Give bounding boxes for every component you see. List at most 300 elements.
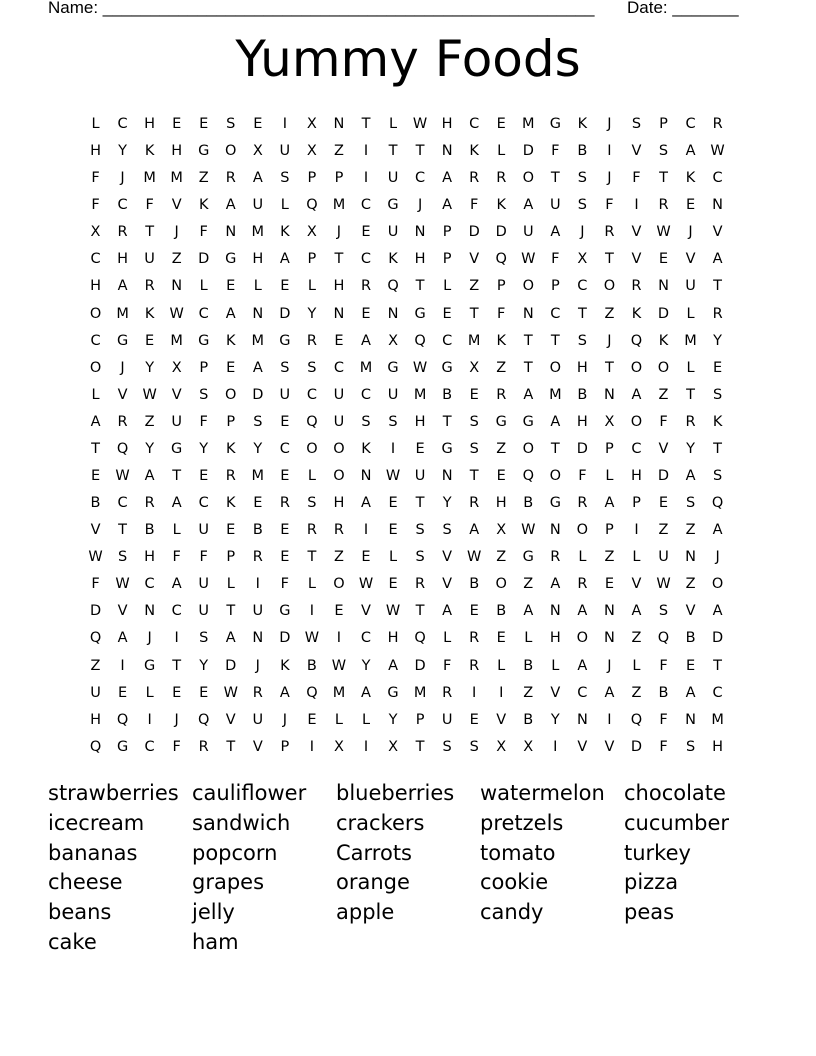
- grid-letter: M: [332, 684, 346, 701]
- grid-letter: C: [306, 386, 317, 403]
- grid-letter: Y: [199, 440, 209, 457]
- grid-letter: X: [469, 359, 480, 376]
- grid-letter: E: [334, 603, 344, 620]
- grid-letter: T: [118, 522, 127, 539]
- grid-letter: W: [358, 576, 374, 593]
- grid-letter: T: [577, 305, 587, 322]
- grid-letter: C: [631, 440, 642, 457]
- grid-letter: R: [442, 684, 453, 701]
- grid-letter: N: [333, 116, 345, 132]
- grid-letter: R: [685, 413, 696, 430]
- grid-letter: R: [712, 116, 723, 132]
- grid-letter: X: [306, 143, 317, 160]
- word-bank-item: grapes: [192, 870, 265, 895]
- grid-letter: I: [309, 603, 315, 620]
- grid-letter: A: [442, 170, 453, 187]
- grid-letter: L: [497, 143, 506, 160]
- grid-letter: A: [442, 603, 453, 620]
- grid-letter: R: [712, 305, 723, 322]
- grid-letter: K: [496, 332, 506, 349]
- grid-letter: M: [359, 359, 373, 376]
- grid-letter: A: [225, 197, 236, 214]
- grid-letter: T: [550, 332, 560, 349]
- grid-letter: E: [253, 495, 263, 512]
- grid-letter: Y: [442, 495, 452, 512]
- grid-letter: V: [658, 440, 669, 457]
- grid-letter: L: [91, 386, 100, 403]
- grid-letter: E: [685, 657, 696, 674]
- grid-letter: L: [524, 630, 533, 647]
- grid-letter: B: [577, 143, 588, 160]
- grid-letter: S: [577, 197, 587, 214]
- grid-letter: T: [172, 468, 182, 485]
- grid-letter: O: [522, 170, 534, 187]
- grid-letter: Z: [685, 522, 696, 539]
- grid-letter: N: [441, 468, 453, 485]
- grid-letter: L: [307, 468, 316, 485]
- grid-letter: H: [712, 738, 724, 755]
- grid-letter: Z: [496, 440, 507, 457]
- word-bank-item: watermelon: [480, 781, 605, 805]
- grid-letter: Q: [89, 630, 102, 647]
- word-bank-item: turkey: [624, 840, 691, 865]
- grid-letter: T: [442, 413, 452, 430]
- grid-letter: C: [360, 197, 372, 214]
- grid-letter: B: [523, 495, 534, 512]
- word-bank-item: Carrots: [336, 840, 412, 865]
- grid-letter: C: [685, 116, 696, 132]
- grid-letter: O: [630, 413, 643, 430]
- grid-letter: P: [550, 278, 560, 295]
- grid-letter: K: [280, 224, 290, 241]
- grid-letter: A: [252, 359, 263, 376]
- grid-letter: K: [226, 332, 236, 349]
- grid-letter: T: [334, 251, 344, 268]
- grid-letter: S: [415, 522, 425, 539]
- grid-letter: U: [171, 413, 182, 430]
- grid-letter: T: [415, 738, 425, 755]
- grid-letter: Q: [116, 711, 129, 728]
- word-bank-item: apple: [336, 900, 395, 925]
- grid-letter: S: [685, 738, 696, 755]
- grid-letter: C: [469, 116, 480, 132]
- grid-letter: O: [549, 468, 562, 485]
- grid-letter: U: [198, 603, 210, 620]
- grid-letter: I: [363, 143, 369, 160]
- grid-letter: P: [659, 116, 668, 132]
- grid-letter: N: [441, 143, 453, 160]
- grid-letter: T: [469, 468, 479, 485]
- grid-letter: X: [388, 738, 398, 755]
- grid-letter: T: [469, 305, 479, 322]
- grid-letter: D: [630, 738, 643, 755]
- grid-letter: U: [252, 197, 264, 214]
- grid-letter: J: [336, 224, 342, 241]
- grid-letter: H: [90, 143, 101, 160]
- grid-letter: A: [604, 684, 615, 701]
- grid-letter: I: [634, 522, 639, 539]
- grid-letter: I: [607, 143, 612, 160]
- grid-letter: F: [145, 197, 154, 214]
- grid-letter: Q: [306, 684, 318, 701]
- word-bank-item: ham: [192, 929, 239, 954]
- grid-letter: M: [467, 332, 481, 349]
- grid-letter: C: [442, 332, 453, 349]
- grid-letter: Z: [631, 684, 642, 701]
- grid-letter: Q: [116, 440, 129, 457]
- grid-letter: C: [360, 251, 372, 268]
- grid-letter: C: [550, 305, 561, 322]
- grid-letter: I: [309, 738, 315, 755]
- grid-letter: P: [280, 738, 290, 755]
- grid-letter: S: [307, 359, 317, 376]
- grid-letter: X: [306, 116, 317, 132]
- grid-letter: G: [441, 440, 453, 457]
- grid-letter: G: [225, 251, 237, 268]
- grid-letter: R: [198, 738, 209, 755]
- word-bank-item: pizza: [624, 870, 679, 895]
- grid-letter: E: [172, 116, 182, 132]
- grid-letter: J: [607, 116, 612, 132]
- grid-letter: A: [712, 603, 723, 620]
- grid-letter: M: [522, 116, 535, 132]
- grid-letter: V: [117, 386, 128, 403]
- grid-letter: L: [443, 278, 452, 295]
- grid-letter: E: [280, 468, 290, 485]
- grid-letter: Q: [630, 711, 643, 728]
- grid-letter: S: [280, 359, 290, 376]
- grid-letter: C: [198, 305, 209, 322]
- grid-letter: T: [388, 143, 398, 160]
- grid-letter: E: [361, 305, 371, 322]
- grid-letter: U: [333, 386, 345, 403]
- grid-letter: E: [604, 576, 614, 593]
- word-bank-item: strawberries: [48, 781, 179, 805]
- grid-letter: Z: [685, 576, 696, 593]
- grid-letter: D: [522, 143, 534, 160]
- grid-letter: B: [306, 657, 317, 674]
- grid-letter: A: [252, 170, 263, 187]
- grid-letter: J: [174, 711, 179, 728]
- grid-letter: T: [415, 603, 425, 620]
- grid-letter: S: [199, 386, 209, 403]
- word-bank-item: sandwich: [192, 810, 291, 835]
- grid-letter: G: [387, 359, 399, 376]
- grid-letter: Z: [658, 386, 669, 403]
- grid-letter: E: [388, 576, 398, 593]
- grid-letter: O: [89, 305, 102, 322]
- grid-letter: Y: [253, 440, 263, 457]
- grid-letter: S: [685, 495, 696, 512]
- grid-letter: T: [550, 440, 560, 457]
- grid-letter: S: [280, 170, 290, 187]
- grid-letter: K: [577, 116, 588, 132]
- grid-letter: A: [361, 684, 371, 701]
- grid-letter: H: [90, 278, 101, 295]
- grid-letter: Z: [496, 359, 507, 376]
- grid-letter: S: [361, 413, 371, 430]
- grid-letter: J: [120, 359, 125, 376]
- grid-letter: T: [523, 359, 533, 376]
- grid-letter: K: [388, 251, 398, 268]
- grid-letter: L: [280, 197, 289, 214]
- grid-letter: R: [469, 657, 480, 674]
- grid-letter: F: [199, 549, 208, 566]
- word-bank-item: pretzels: [480, 810, 564, 835]
- word-bank-item: cake: [48, 929, 97, 954]
- grid-letter: L: [253, 278, 262, 295]
- grid-letter: O: [225, 143, 237, 160]
- grid-letter: Z: [631, 630, 642, 647]
- grid-letter: W: [169, 305, 184, 322]
- grid-letter: X: [496, 738, 507, 755]
- grid-letter: E: [442, 305, 452, 322]
- grid-letter: J: [607, 332, 612, 349]
- grid-letter: W: [412, 116, 428, 132]
- grid-letter: E: [253, 116, 263, 132]
- word-bank: [48, 779, 768, 958]
- grid-letter: B: [577, 386, 588, 403]
- grid-letter: P: [226, 413, 236, 430]
- grid-letter: T: [226, 738, 236, 755]
- grid-letter: A: [523, 197, 534, 214]
- grid-letter: G: [198, 143, 210, 160]
- grid-letter: G: [522, 549, 534, 566]
- grid-letter: U: [279, 143, 291, 160]
- grid-letter: D: [198, 251, 210, 268]
- grid-letter: H: [117, 251, 129, 268]
- grid-letter: A: [442, 197, 453, 214]
- grid-letter: H: [387, 630, 399, 647]
- grid-letter: P: [307, 170, 317, 187]
- grid-letter: C: [171, 603, 182, 620]
- grid-letter: G: [143, 657, 156, 674]
- grid-letter: R: [252, 684, 263, 701]
- grid-letter: M: [413, 386, 427, 403]
- grid-letter: W: [521, 522, 536, 539]
- grid-letter: K: [144, 305, 155, 322]
- grid-letter: B: [685, 630, 696, 647]
- grid-letter: I: [282, 116, 287, 132]
- grid-letter: Z: [333, 143, 344, 160]
- word-bank-item: candy: [480, 900, 544, 925]
- grid-letter: L: [388, 116, 398, 132]
- grid-letter: P: [199, 359, 209, 376]
- grid-letter: B: [442, 386, 453, 403]
- grid-letter: U: [658, 549, 669, 566]
- grid-letter: S: [199, 630, 209, 647]
- grid-letter: D: [468, 224, 480, 241]
- grid-letter: E: [226, 359, 236, 376]
- grid-letter: F: [659, 711, 668, 728]
- grid-letter: R: [360, 278, 372, 295]
- grid-letter: L: [334, 711, 343, 728]
- grid-letter: K: [226, 495, 236, 512]
- word-bank-item: blueberries: [336, 781, 455, 805]
- grid-letter: K: [469, 143, 479, 160]
- grid-letter: J: [255, 657, 260, 674]
- grid-letter: V: [631, 576, 642, 593]
- grid-letter: H: [576, 359, 588, 376]
- grid-letter: M: [170, 170, 183, 187]
- grid-letter: V: [171, 197, 182, 214]
- grid-letter: B: [90, 495, 101, 512]
- grid-letter: Q: [387, 278, 399, 295]
- grid-letter: B: [496, 603, 507, 620]
- grid-letter: E: [199, 468, 209, 485]
- grid-letter: M: [549, 386, 562, 403]
- grid-letter: M: [170, 332, 183, 349]
- grid-letter: N: [658, 278, 669, 295]
- grid-letter: Y: [118, 143, 127, 160]
- grid-letter: G: [387, 197, 399, 214]
- grid-letter: N: [549, 522, 561, 539]
- grid-letter: E: [469, 386, 479, 403]
- grid-letter: T: [415, 495, 425, 512]
- grid-letter: A: [171, 576, 182, 593]
- grid-letter: Z: [523, 576, 534, 593]
- grid-letter: F: [470, 197, 479, 214]
- grid-letter: G: [116, 738, 129, 755]
- grid-letter: A: [577, 657, 588, 674]
- grid-letter: U: [198, 576, 210, 593]
- grid-letter: L: [91, 116, 100, 132]
- grid-letter: N: [576, 711, 588, 728]
- grid-letter: U: [144, 251, 155, 268]
- grid-letter: V: [496, 711, 507, 728]
- grid-letter: H: [631, 468, 642, 485]
- grid-letter: P: [415, 711, 425, 728]
- grid-letter: N: [603, 603, 615, 620]
- grid-letter: A: [550, 576, 561, 593]
- grid-letter: D: [657, 468, 670, 485]
- grid-letter: S: [712, 468, 723, 485]
- grid-letter: D: [414, 657, 426, 674]
- grid-letter: F: [551, 143, 560, 160]
- grid-letter: N: [522, 305, 534, 322]
- grid-letter: E: [388, 495, 398, 512]
- grid-letter: R: [496, 386, 507, 403]
- grid-letter: A: [117, 278, 128, 295]
- grid-letter: V: [171, 386, 182, 403]
- grid-letter: H: [333, 278, 345, 295]
- grid-letter: S: [658, 603, 669, 620]
- grid-letter: H: [144, 549, 156, 566]
- grid-letter: G: [198, 332, 210, 349]
- grid-letter: A: [550, 224, 561, 241]
- grid-letter: G: [279, 332, 291, 349]
- grid-letter: W: [331, 657, 347, 674]
- grid-letter: Z: [604, 549, 615, 566]
- grid-letter: U: [333, 413, 345, 430]
- grid-letter: N: [225, 224, 237, 241]
- word-bank-item: cookie: [480, 870, 549, 895]
- word-bank-item: beans: [48, 900, 112, 925]
- grid-letter: R: [117, 224, 128, 241]
- grid-letter: O: [333, 468, 345, 485]
- grid-letter: W: [115, 576, 130, 593]
- word-bank-item: cheese: [48, 870, 123, 895]
- grid-letter: K: [631, 305, 642, 322]
- grid-letter: T: [686, 386, 695, 403]
- grid-letter: O: [549, 359, 562, 376]
- grid-letter: H: [90, 711, 101, 728]
- grid-letter: X: [604, 413, 615, 430]
- grid-letter: Q: [306, 197, 318, 214]
- grid-letter: D: [495, 224, 507, 241]
- grid-letter: N: [603, 386, 615, 403]
- grid-letter: L: [605, 468, 614, 485]
- grid-letter: Y: [550, 711, 560, 728]
- grid-letter: E: [334, 332, 344, 349]
- grid-letter: O: [333, 440, 345, 457]
- grid-letter: A: [171, 495, 182, 512]
- grid-letter: W: [656, 576, 671, 593]
- grid-letter: Y: [713, 332, 723, 349]
- grid-letter: R: [577, 576, 588, 593]
- grid-letter: R: [496, 170, 507, 187]
- grid-letter: U: [522, 224, 534, 241]
- word-bank-item: icecream: [48, 810, 145, 835]
- grid-letter: F: [659, 738, 668, 755]
- grid-letter: W: [142, 386, 157, 403]
- word-search-grid: [82, 111, 731, 761]
- grid-letter: E: [496, 630, 506, 647]
- grid-letter: R: [604, 224, 615, 241]
- grid-letter: I: [255, 576, 260, 593]
- grid-letter: E: [713, 359, 723, 376]
- grid-letter: C: [360, 386, 372, 403]
- grid-letter: N: [685, 711, 696, 728]
- grid-letter: L: [686, 359, 695, 376]
- grid-letter: V: [442, 576, 453, 593]
- grid-letter: L: [686, 305, 695, 322]
- grid-letter: S: [442, 738, 452, 755]
- grid-letter: T: [361, 116, 371, 132]
- grid-letter: R: [117, 413, 128, 430]
- grid-letter: C: [144, 738, 155, 755]
- grid-letter: O: [89, 359, 102, 376]
- grid-letter: E: [658, 251, 669, 268]
- grid-letter: O: [522, 440, 534, 457]
- grid-letter: Y: [361, 657, 371, 674]
- grid-letter: G: [522, 413, 534, 430]
- grid-letter: R: [333, 522, 344, 539]
- grid-letter: A: [523, 386, 534, 403]
- grid-letter: V: [469, 251, 480, 268]
- grid-letter: D: [225, 657, 237, 674]
- grid-letter: A: [388, 657, 398, 674]
- grid-letter: E: [226, 522, 236, 539]
- grid-letter: Z: [469, 278, 480, 295]
- grid-letter: Z: [604, 305, 615, 322]
- grid-letter: Z: [523, 684, 534, 701]
- grid-letter: R: [306, 522, 317, 539]
- grid-letter: U: [252, 711, 264, 728]
- grid-letter: U: [441, 711, 453, 728]
- grid-letter: E: [145, 332, 155, 349]
- grid-letter: Q: [198, 711, 210, 728]
- word-bank-item: bananas: [48, 840, 138, 865]
- grid-letter: T: [713, 440, 723, 457]
- grid-letter: I: [363, 522, 369, 539]
- grid-letter: L: [307, 278, 316, 295]
- grid-letter: W: [385, 468, 401, 485]
- grid-letter: D: [252, 386, 264, 403]
- grid-letter: R: [279, 495, 290, 512]
- grid-letter: F: [280, 576, 290, 593]
- grid-letter: O: [522, 278, 534, 295]
